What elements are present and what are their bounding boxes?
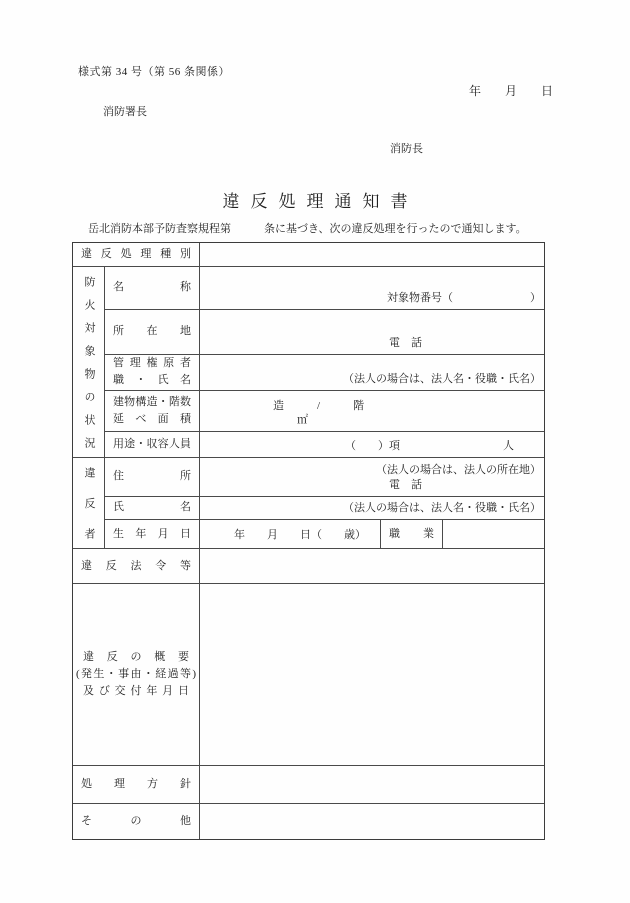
structure-label-line1: 建物構造・階数: [113, 396, 191, 409]
manager-value-cell: [200, 355, 544, 391]
structure-row: [105, 391, 544, 432]
intro-sentence: 岳北消防本部予防査察規程第 条に基づき、次の違反処理を行ったので通知します。: [88, 223, 527, 235]
offender-phone-note: 電 話: [389, 478, 422, 491]
corporate-address-note: （法人の場合は、法人の所在地）: [376, 464, 541, 476]
usage-value-cell: [200, 432, 544, 457]
form-number: 様式第 34 号（第 56 条関係）: [78, 66, 230, 78]
policy-row: [73, 766, 544, 804]
name-label-cell: [105, 267, 200, 309]
offender-address-label-cell: [105, 458, 200, 496]
birthdate-row: [105, 520, 544, 548]
violation-notice-table: [72, 242, 545, 840]
structure-label-line2: 延べ面積: [113, 413, 191, 426]
law-row: [73, 549, 544, 584]
offender-corporate-note: （法人の場合は、法人名・役職・氏名）: [343, 502, 541, 515]
property-status-group-label-cell: [73, 267, 105, 457]
occupation-value-cell: [443, 520, 544, 548]
corporate-name-note: （法人の場合は、法人名・役職・氏名）: [343, 373, 541, 386]
birthdate-label-cell: [105, 520, 200, 548]
birthdate-value-cell: [200, 520, 544, 548]
manager-label-cell: [105, 355, 200, 391]
occupation-label-cell: [381, 520, 443, 548]
manager-row: [105, 355, 544, 392]
offender-name-label: 氏名: [113, 501, 191, 514]
structure-value-note: 造 / 階: [273, 400, 365, 413]
summary-value-cell: [200, 584, 544, 765]
offender-name-row: [105, 497, 544, 521]
other-label: その他: [81, 815, 191, 827]
usage-people-note: 人: [503, 439, 514, 452]
offender-rows: [105, 458, 544, 548]
usage-item-note: （ ）項: [345, 439, 400, 452]
usage-label-cell: [105, 432, 200, 457]
summary-row: [73, 584, 544, 766]
manager-label-line2: 職・氏名: [113, 374, 191, 387]
phone-note: 電 話: [389, 336, 422, 349]
offender-address-label: 住所: [113, 470, 191, 483]
property-status-group: [73, 267, 544, 458]
violation-type-row: [73, 243, 544, 267]
addressee-fire-station-chief: 消防署長: [103, 106, 147, 118]
offender-group: [73, 458, 544, 549]
summary-label-line2: (発生・事由・経過等): [76, 668, 196, 680]
law-label: 違反法令等: [81, 559, 191, 572]
name-label: 名称: [113, 281, 191, 294]
violation-type-value-cell: [200, 243, 544, 266]
law-label-cell: [73, 549, 200, 583]
policy-value-cell: [200, 766, 544, 803]
area-unit-note: ㎡: [297, 414, 308, 427]
summary-label-line3: 及び交付年月日: [83, 685, 189, 697]
location-value-cell: [200, 310, 544, 354]
other-value-cell: [200, 804, 544, 839]
name-value-cell: [200, 267, 544, 309]
location-label-cell: [105, 310, 200, 354]
violation-type-label-cell: [73, 243, 200, 266]
offender-address-row: [105, 458, 544, 497]
other-label-cell: [73, 804, 200, 839]
structure-label-cell: [105, 391, 200, 431]
summary-label-cell: [73, 584, 200, 765]
other-row: [73, 804, 544, 839]
policy-label-cell: [73, 766, 200, 803]
usage-row: [105, 432, 544, 457]
location-label: 所在地: [113, 325, 191, 338]
property-status-rows: [105, 267, 544, 457]
birthdate-label: 生年月日: [113, 527, 191, 540]
policy-label: 処理方針: [81, 778, 191, 790]
offender-address-value-cell: [200, 458, 544, 496]
offender-group-label-cell: [73, 458, 105, 548]
date-line: 年 月 日: [468, 84, 553, 98]
location-row: [105, 310, 544, 355]
offender-name-value-cell: [200, 497, 544, 520]
object-number-note: 対象物番号（ ）: [387, 291, 541, 304]
sender-fire-chief: 消防長: [390, 143, 423, 155]
offender-name-label-cell: [105, 497, 200, 520]
page-title: 違反処理通知書: [222, 192, 419, 211]
occupation-label: 職業: [389, 527, 434, 540]
name-row: [105, 267, 544, 310]
summary-label-line1: 違反の概要: [83, 651, 189, 663]
usage-label: 用途・収容人員: [113, 438, 191, 451]
law-value-cell: [200, 549, 544, 583]
property-status-group-label: 防火対象物の状況: [83, 276, 95, 448]
structure-value-cell: [200, 391, 544, 431]
offender-group-label: 違反者: [83, 467, 95, 539]
birthdate-value-note: 年 月 日（ 歳）: [200, 520, 381, 548]
manager-label-line1: 管理権原者: [113, 357, 191, 370]
violation-type-label: 違反処理種別: [81, 248, 191, 260]
